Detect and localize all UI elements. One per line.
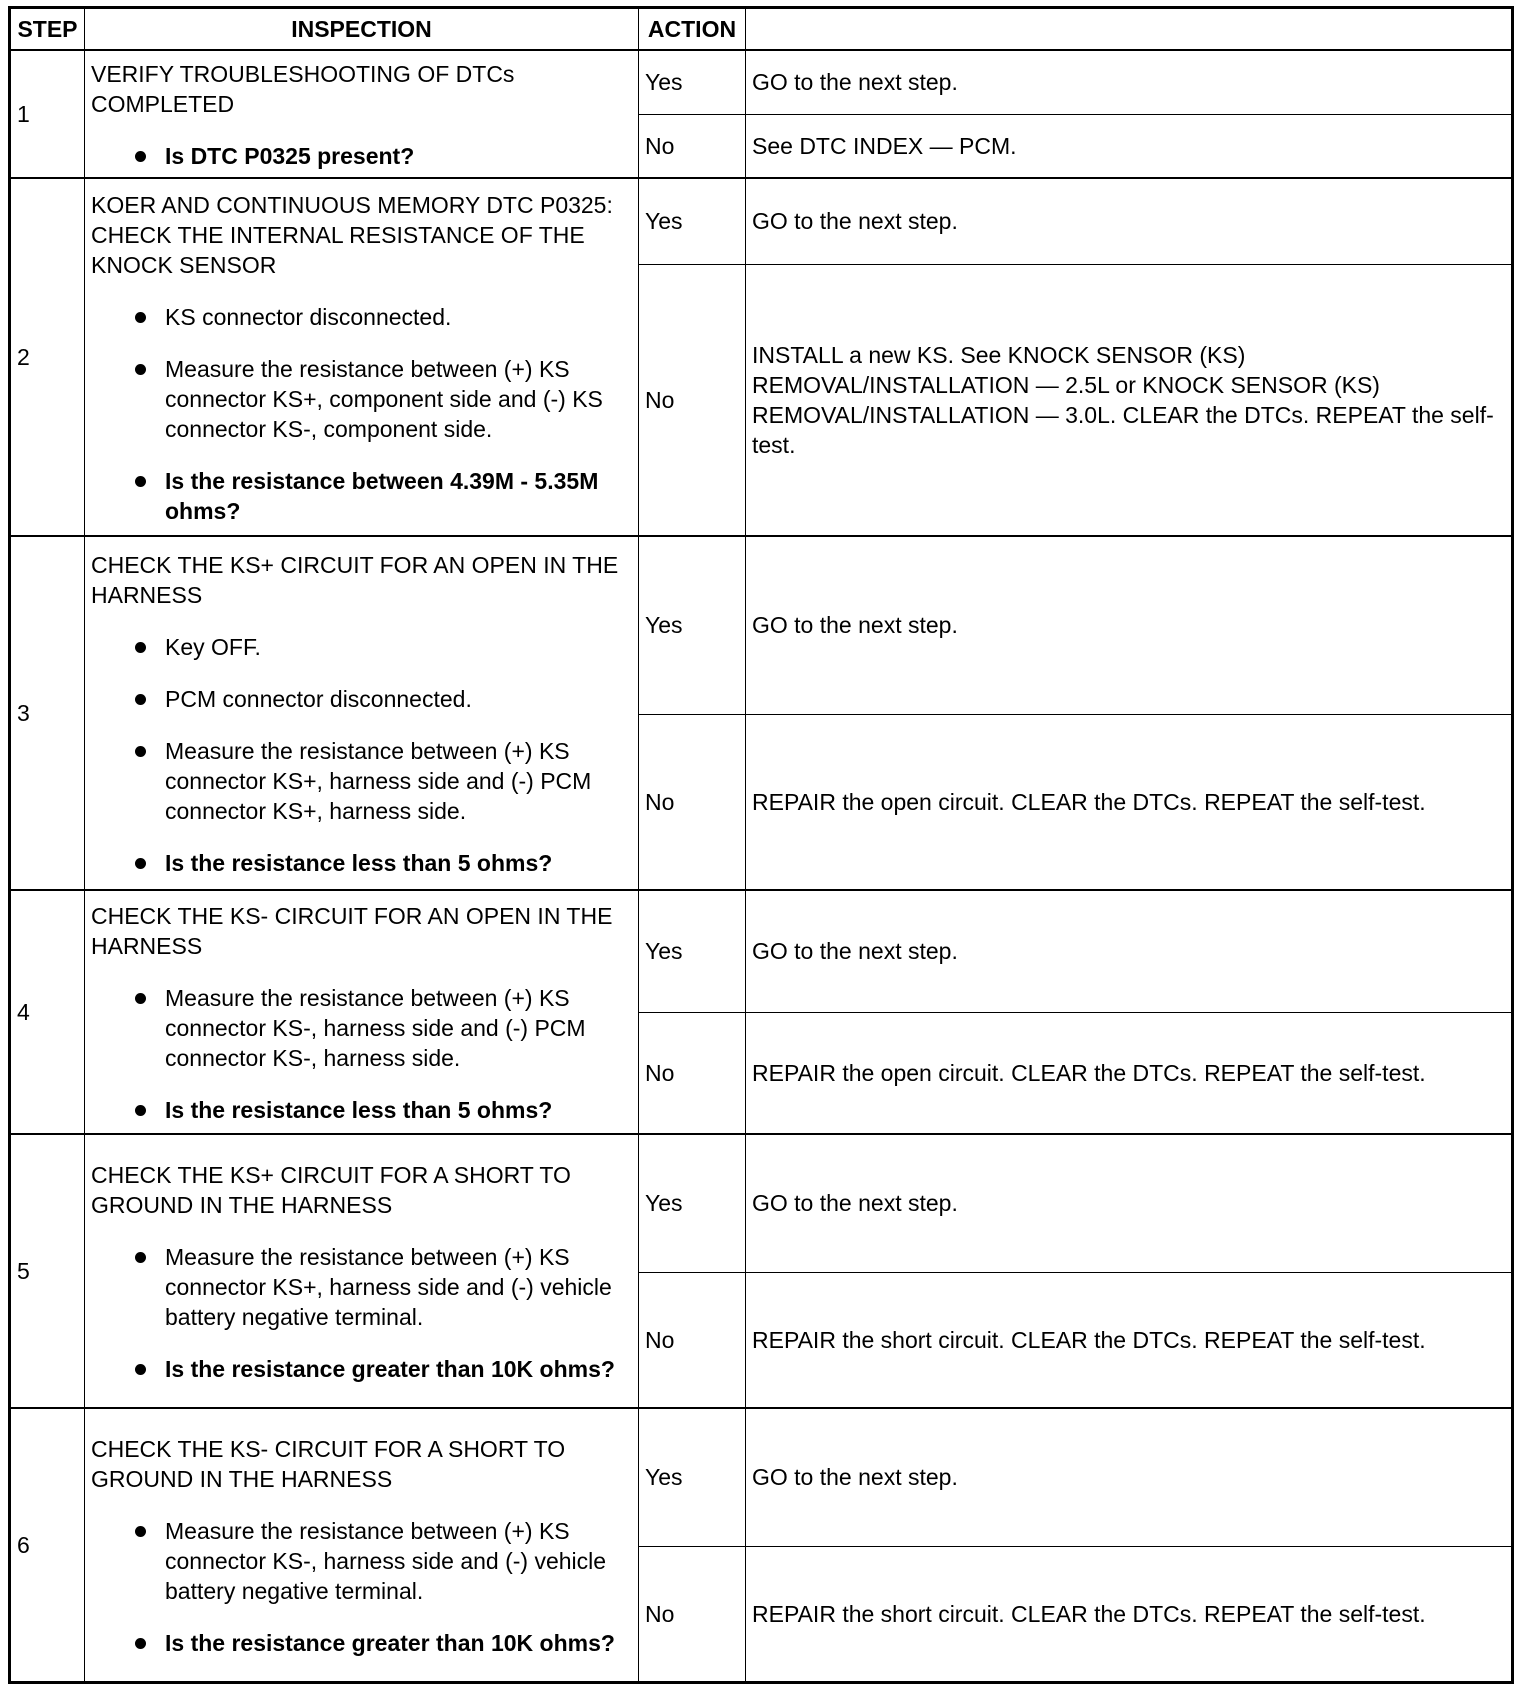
bullet-text: Key OFF. (165, 634, 261, 660)
bullet-text: KS connector disconnected. (165, 304, 452, 330)
bullet-dot-icon (135, 1364, 146, 1375)
inspection-cell (85, 1408, 639, 1682)
bullet-text: Measure the resistance between (+) KS connector KS+, component side and (-) KS connector KS-, component side. (165, 356, 603, 442)
no-label: No (639, 1546, 746, 1682)
no-action: REPAIR the open circuit. CLEAR the DTCs. REPEAT the self-test. (746, 714, 1513, 890)
inspection-question (91, 1628, 632, 1658)
no-label: No (639, 264, 746, 536)
inspection-cell (85, 536, 639, 890)
no-action: See DTC INDEX — PCM. (746, 114, 1513, 178)
table-body (10, 50, 1513, 1682)
inspection-bullet (91, 302, 632, 332)
step-row-yes (10, 890, 1513, 1012)
yes-action: GO to the next step. (746, 1134, 1513, 1272)
yes-action: GO to the next step. (746, 890, 1513, 1012)
inspection-bullets (91, 302, 632, 526)
bullet-text: Measure the resistance between (+) KS connector KS-, harness side and (-) PCM connector KS-, harness side. (165, 985, 586, 1071)
no-action: INSTALL a new KS. See KNOCK SENSOR (KS) REMOVAL/INSTALLATION — 2.5L or KNOCK SENSOR (KS) REMOVAL/INSTALLATION — 3.0L. CLEAR the DTCs. REPEAT the self-test. (746, 264, 1513, 536)
bullet-dot-icon (135, 1638, 146, 1649)
step-number: 1 (10, 50, 85, 178)
bullet-dot-icon (135, 1252, 146, 1263)
inspection-question (91, 1354, 632, 1384)
inspection-question (91, 848, 632, 878)
inspection-cell (85, 50, 639, 178)
inspection-bullet (91, 684, 632, 714)
bullet-dot-icon (135, 694, 146, 705)
no-action: REPAIR the short circuit. CLEAR the DTCs. REPEAT the self-test. (746, 1272, 1513, 1408)
header-step: STEP (10, 8, 85, 51)
step-number: 4 (10, 890, 85, 1134)
inspection-heading: CHECK THE KS- CIRCUIT FOR AN OPEN IN THE HARNESS (91, 903, 613, 959)
step-number: 5 (10, 1134, 85, 1408)
step-row-yes (10, 50, 1513, 114)
step-number: 3 (10, 536, 85, 890)
yes-action: GO to the next step. (746, 178, 1513, 264)
step-row-yes (10, 178, 1513, 264)
bullet-text: Measure the resistance between (+) KS connector KS+, harness side and (-) vehicle battery negative terminal. (165, 1244, 612, 1330)
inspection-bullet (91, 736, 632, 826)
inspection-bullet (91, 1516, 632, 1606)
bullet-dot-icon (135, 1526, 146, 1537)
header-row (10, 8, 1513, 51)
bullet-dot-icon (135, 364, 146, 375)
inspection-bullets (91, 983, 632, 1125)
no-label: No (639, 114, 746, 178)
inspection-cell (85, 1134, 639, 1408)
inspection-bullet (91, 632, 632, 662)
inspection-bullet (91, 983, 632, 1073)
bullet-dot-icon (135, 476, 146, 487)
step-number: 6 (10, 1408, 85, 1682)
question-text: Is the resistance less than 5 ohms? (165, 1097, 553, 1123)
inspection-heading: VERIFY TROUBLESHOOTING OF DTCs COMPLETED (91, 61, 515, 117)
bullet-text: PCM connector disconnected. (165, 686, 472, 712)
inspection-cell (85, 890, 639, 1134)
yes-label: Yes (639, 536, 746, 714)
inspection-bullet (91, 1242, 632, 1332)
yes-action: GO to the next step. (746, 536, 1513, 714)
question-text: Is the resistance less than 5 ohms? (165, 850, 553, 876)
inspection-cell (85, 178, 639, 536)
step-row-yes (10, 1134, 1513, 1272)
bullet-text: Measure the resistance between (+) KS connector KS+, harness side and (-) PCM connector KS+, harness side. (165, 738, 592, 824)
yes-label: Yes (639, 50, 746, 114)
question-text: Is the resistance greater than 10K ohms? (165, 1356, 615, 1382)
no-label: No (639, 1012, 746, 1134)
inspection-bullets (91, 1516, 632, 1658)
question-text: Is the resistance greater than 10K ohms? (165, 1629, 615, 1656)
step-number: 2 (10, 178, 85, 536)
inspection-heading: CHECK THE KS- CIRCUIT FOR A SHORT TO GROUND IN THE HARNESS (91, 1435, 566, 1492)
bullet-dot-icon (135, 746, 146, 757)
inspection-bullet (91, 354, 632, 444)
header-action: ACTION (639, 8, 746, 51)
inspection-question (91, 466, 632, 526)
question-text: Is DTC P0325 present? (165, 143, 415, 169)
no-action: REPAIR the open circuit. CLEAR the DTCs. REPEAT the self-test. (746, 1012, 1513, 1134)
bullet-dot-icon (135, 151, 146, 162)
inspection-heading: KOER AND CONTINUOUS MEMORY DTC P0325: CHECK THE INTERNAL RESISTANCE OF THE KNOCK SENSOR (91, 192, 613, 278)
inspection-heading: CHECK THE KS+ CIRCUIT FOR AN OPEN IN THE HARNESS (91, 552, 619, 608)
inspection-question (91, 1095, 632, 1125)
diagnostic-table (8, 6, 1514, 1684)
inspection-heading: CHECK THE KS+ CIRCUIT FOR A SHORT TO GROUND IN THE HARNESS (91, 1162, 571, 1218)
inspection-bullets (91, 1242, 632, 1384)
yes-label: Yes (639, 178, 746, 264)
no-action: REPAIR the short circuit. CLEAR the DTCs. REPEAT the self-test. (746, 1546, 1513, 1682)
bullet-dot-icon (135, 858, 146, 869)
inspection-question (91, 141, 632, 171)
bullet-dot-icon (135, 642, 146, 653)
bullet-dot-icon (135, 1105, 146, 1116)
bullet-text: Measure the resistance between (+) KS connector KS-, harness side and (-) vehicle battery negative terminal. (165, 1517, 607, 1604)
yes-action: GO to the next step. (746, 50, 1513, 114)
inspection-bullets (91, 141, 632, 171)
bullet-dot-icon (135, 312, 146, 323)
yes-action: GO to the next step. (746, 1408, 1513, 1546)
step-row-yes (10, 1408, 1513, 1546)
no-label: No (639, 1272, 746, 1408)
inspection-bullets (91, 632, 632, 878)
yes-label: Yes (639, 1134, 746, 1272)
yes-label: Yes (639, 890, 746, 1012)
header-blank (746, 8, 1513, 51)
yes-label: Yes (639, 1408, 746, 1546)
step-row-yes (10, 536, 1513, 714)
header-inspection: INSPECTION (85, 8, 639, 51)
no-label: No (639, 714, 746, 890)
bullet-dot-icon (135, 993, 146, 1004)
question-text: Is the resistance between 4.39M - 5.35M ohms? (165, 468, 599, 524)
